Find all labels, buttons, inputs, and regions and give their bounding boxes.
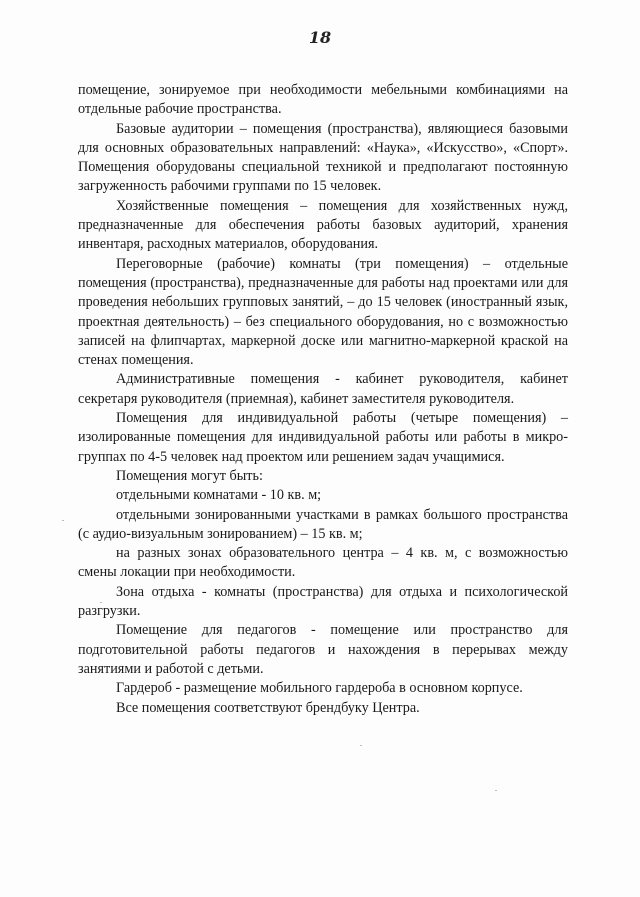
paragraph-meeting-rooms: Переговорные (рабочие) комнаты (три помещения) – отдельные помещения (пространства), предназначенные для работы над проектами или для проведения небольших групповых занятий, – до 15 человек (иностранный язык, проектная деятельность) – без специального оборудования, но с возможностью записей на флипчартах, маркерной доске или магнитно-маркерной краской на стенах помещения. [78, 255, 568, 369]
paragraph-teachers-room: Помещение для педагогов - помещение или пространство для подготовительной работы педагогов и нахождения в перерывах между занятиями и работой с детьми. [78, 622, 568, 677]
page-number: 18 [308, 28, 332, 47]
paragraph-continuation: помещение, зонируемое при необходимости мебельными комбинациями на отдельные рабочие пространства. [78, 82, 568, 118]
paragraph-utility-rooms: Хозяйственные помещения – помещения для хозяйственных нужд, предназначенные для обеспечения работы базовых аудиторий, хранения инвентаря, расходных материалов, оборудования. [78, 197, 568, 253]
paragraph-zoned-areas: отдельными зонированными участками в рамках большого пространства (с аудио-визуальным зонированием) – 15 кв. м; [78, 506, 568, 542]
paragraph-separate-rooms: отдельными комнатами - 10 кв. м; [116, 487, 322, 504]
paragraph-rooms-can-be: Помещения могут быть: [116, 467, 263, 484]
body-text [78, 81, 568, 718]
scan-speck [360, 745, 362, 746]
paragraph-brandbook: Все помещения соответствуют брендбуку Центра. [116, 699, 420, 716]
scan-speck [62, 520, 64, 521]
scan-speck [100, 602, 102, 603]
paragraph-rest-zone: Зона отдыха - комнаты (пространства) для отдыха и психологической разгрузки. [78, 583, 568, 620]
paragraph-individual-work-rooms: Помещения для индивидуальной работы (четыре помещения) – изолированные помещения для индивидуальной работы или работы в микро-группах по 4-5 человек над проектом или решением задач учащимися. [78, 410, 568, 465]
scan-speck [495, 790, 497, 791]
paragraph-base-auditoriums: Базовые аудитории – помещения (пространства), являющиеся базовыми для основных образовательных направлений: «Наука», «Искусство», «Спорт». Помещения оборудованы специальной техникой и предполагают постоянную загруженность рабочими группами по 15 человек. [78, 120, 568, 195]
paragraph-administrative-rooms: Административные помещения - кабинет руководителя, кабинет секретаря руководителя (приемная), кабинет заместителя руководителя. [78, 371, 568, 407]
paragraph-cloakroom: Гардероб - размещение мобильного гардероба в основном корпусе. [116, 680, 523, 697]
paragraph-different-zones: на разных зонах образовательного центра – 4 кв. м, с возможностью смены локации при необходимости. [78, 545, 568, 581]
